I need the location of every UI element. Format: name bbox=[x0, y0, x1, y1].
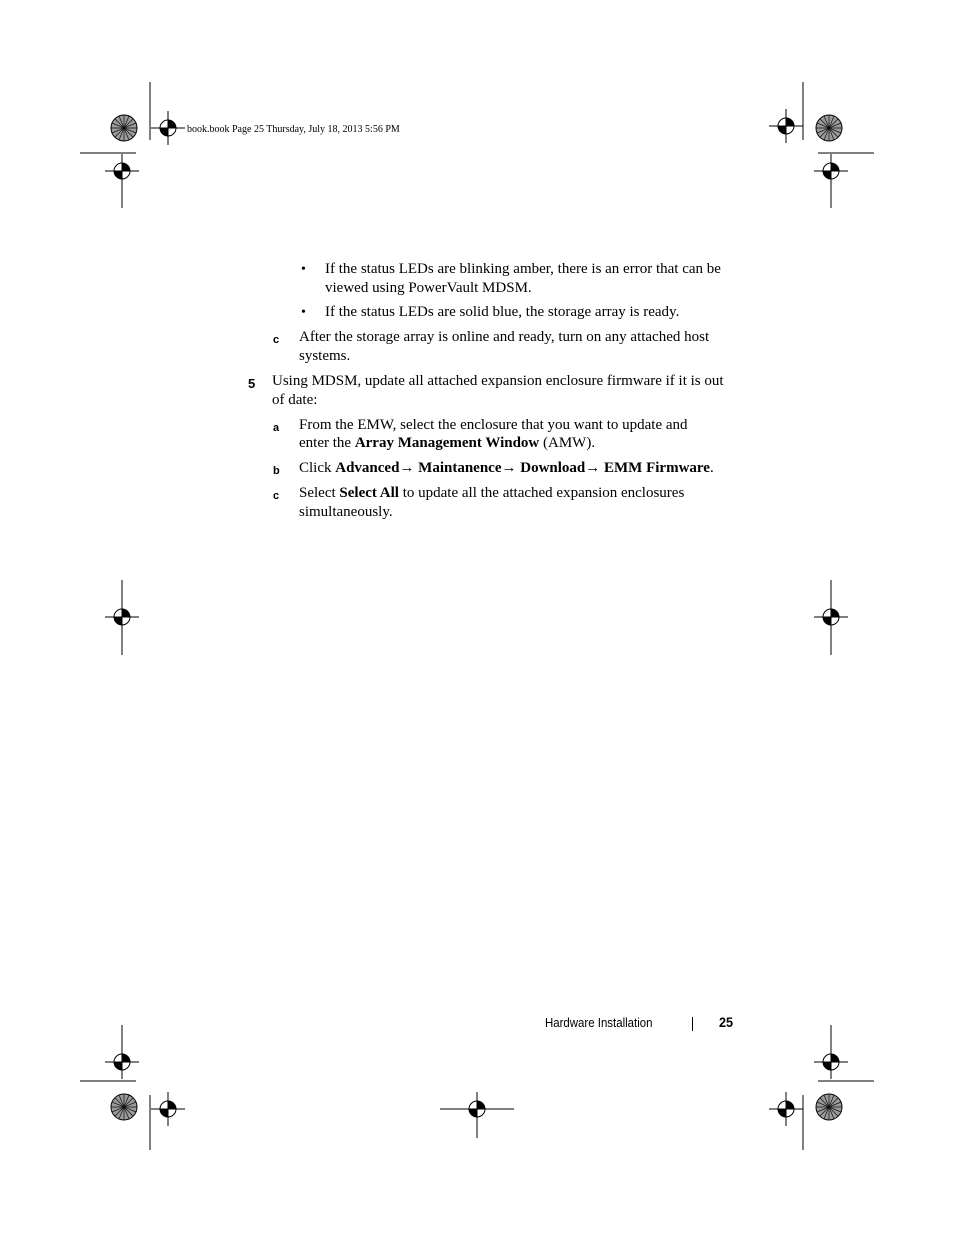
bullet-marker: • bbox=[301, 262, 306, 277]
starburst-mark-bottom-left bbox=[111, 1094, 137, 1120]
footer-separator bbox=[692, 1017, 693, 1031]
slug-line: book.book Page 25 Thursday, July 18, 2013 5:56 PM bbox=[187, 124, 400, 135]
registration-mark bbox=[814, 1045, 848, 1079]
step4c-line1: After the storage array is online and ready, turn on any attached host bbox=[299, 329, 710, 345]
step5-line1: Using MDSM, update all attached expansion enclosure firmware if it is out bbox=[272, 373, 724, 389]
page-number: 25 bbox=[719, 1014, 734, 1030]
registration-mark bbox=[151, 1092, 185, 1126]
registration-mark bbox=[151, 111, 185, 145]
bullet1-line2: viewed using PowerVault MDSM. bbox=[325, 280, 532, 296]
registration-mark bbox=[769, 109, 803, 143]
step5-line2: of date: bbox=[272, 392, 318, 408]
ui-term: Array Management Window bbox=[354, 435, 540, 451]
starburst-mark-top-right bbox=[816, 115, 842, 141]
registration-mark bbox=[105, 154, 139, 188]
menu-path: Advanced→ Maintanence→ Download→ EMM Firmware bbox=[335, 460, 710, 476]
step-marker: b bbox=[273, 465, 280, 477]
step5a-line2: enter the Array Management Window (AMW). bbox=[299, 435, 596, 451]
ui-term: Select All bbox=[339, 485, 399, 501]
step4c-line2: systems. bbox=[299, 348, 351, 364]
step-marker: c bbox=[273, 490, 280, 502]
step-marker: a bbox=[273, 422, 280, 434]
starburst-mark-bottom-right bbox=[816, 1094, 842, 1120]
starburst-mark-top-left bbox=[111, 115, 137, 141]
step5a-line1: From the EMW, select the enclosure that you want to update and bbox=[299, 417, 688, 433]
step-marker: c bbox=[273, 334, 280, 346]
step5c-line2: simultaneously. bbox=[299, 504, 393, 520]
bullet2-line1: If the status LEDs are solid blue, the storage array is ready. bbox=[325, 304, 680, 320]
registration-mark bbox=[105, 1045, 139, 1079]
step-number: 5 bbox=[248, 376, 256, 391]
registration-mark bbox=[814, 154, 848, 188]
bullet1-line1: If the status LEDs are blinking amber, there is an error that can be bbox=[325, 261, 721, 277]
step5b-line: Click Advanced→ Maintanence→ Download→ EMM Firmware. bbox=[299, 460, 714, 476]
registration-mark bbox=[769, 1092, 803, 1126]
step5c-line1: Select Select All to update all the attached expansion enclosures bbox=[299, 485, 685, 501]
bullet-marker: • bbox=[301, 305, 306, 320]
footer-section-title: Hardware Installation bbox=[545, 1015, 653, 1030]
